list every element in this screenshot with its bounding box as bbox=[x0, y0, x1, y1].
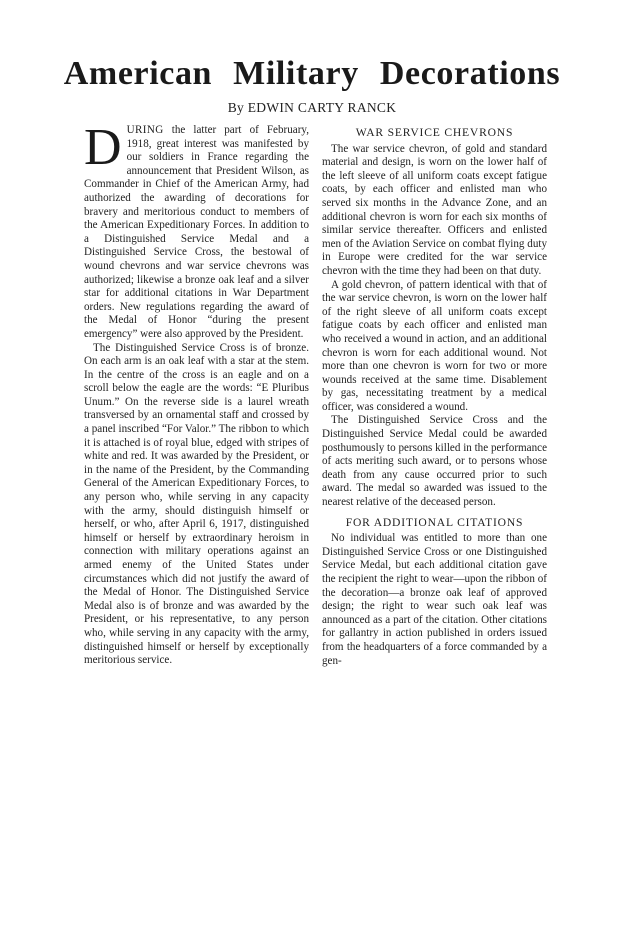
paragraph-war-service-chevron: The war service chevron, of gold and standard material and design, is worn on the lower half of the left sleeve of all uniform coats except fatigue coats, by each officer and enlisted man who served six months in the Advance Zone, and an additional chevron is worn for each six months of similar service thereafter. Officers and enlisted men of the Aviation Service on combat flying duty in Europe were credited for the war service chevron with the time they had been on that duty. bbox=[322, 142, 547, 277]
lead-paragraph bbox=[84, 119, 309, 342]
paragraph-distinguished-service-cross: The Distinguished Service Cross is of bronze. On each arm is an oak leaf with a star at the stem. In the centre of the cross is an eagle and on a scroll below the eagle are the words: “E Pluribus Unum.” On the reverse side is a laurel wreath transversed by an ornamental staff and crossed by a panel inscribed “For Valor.” The ribbon to which it is attached is of royal blue, edged with stripes of white and red. It was awarded by the President, or in the name of the President, by the Commanding General of the American Expeditionary Forces, to any person who, while serving in any capacity with the army, should distinguish himself or herself, or who, after April 6, 1917, distinguished himself or herself by extraordinary heroism in connection with military operations against an armed enemy of the United States under circumstances which did not justify the award of the Medal of Honor. The Distinguished Service Medal also is of bronze and was awarded by the President, or his representative, to any person who, while serving in any capacity with the army, distinguished himself or herself by exceptionally meritorious service. bbox=[84, 341, 309, 667]
article-byline: By EDWIN CARTY RANCK bbox=[227, 100, 397, 115]
section-heading-war-service-chevrons: WAR SERVICE CHEVRONS bbox=[355, 126, 514, 139]
paragraph-additional-citations: No individual was entitled to more than one Distinguished Service Cross or one Distinguished Service Medal, but each additional citation gave the recipient the right to wear—upon the ribbon of the decoration—a bronze oak leaf of approved design; the right to wear such oak leaf was announced as a part of the citation. Other citations for gallantry in action published in orders issued from the headquarters of a force commanded by a gen- bbox=[322, 532, 547, 667]
lead-paragraph-text: the latter part of February, 1918, great interest was manifested by our soldiers in France regarding the announcement that President Wilson, as Commander in Chief of the American Army, had authorized the awarding of decorations for bravery and meritorious conduct to members of the American Expeditionary Forces. In addition to a Distinguished Service Medal and a Distinguished Service Cross, the bestowal of wound chevrons and war service chevrons was authorized; likewise a bronze oak leaf and a silver star for additional citations in War Department orders. New regulations regarding the award of the Medal of Honor “during the present emergency” were also approved by the President. bbox=[84, 124, 309, 340]
paragraph-posthumous-award: The Distinguished Service Cross and the Distinguished Service Medal could be awarded posthumously to persons killed in the performance of acts meriting such award, or to persons whose death from any cause occurred prior to such award. The medal so awarded was issued to the nearest relative of the deceased person. bbox=[322, 414, 547, 509]
paragraph-gold-chevron: A gold chevron, of pattern identical with that of the war service chevron, is worn on the lower half of the right sleeve of all uniform coats except fatigue coats by each officer and enlisted man who received a wound in action, and an additional chevron is worn for each additional wound. Not more than one chevron is worn for two or more wounds received at the same time. Disablement by gas, necessitating treatment by a medical officer, was considered a wound. bbox=[322, 278, 547, 413]
left-column bbox=[84, 119, 309, 668]
right-column bbox=[322, 124, 547, 668]
drop-cap: D bbox=[84, 119, 122, 176]
article-title: American Military Decorations bbox=[63, 55, 561, 92]
section-heading-additional-citations: FOR ADDITIONAL CITATIONS bbox=[345, 515, 524, 529]
lead-caps: URING bbox=[126, 124, 164, 136]
